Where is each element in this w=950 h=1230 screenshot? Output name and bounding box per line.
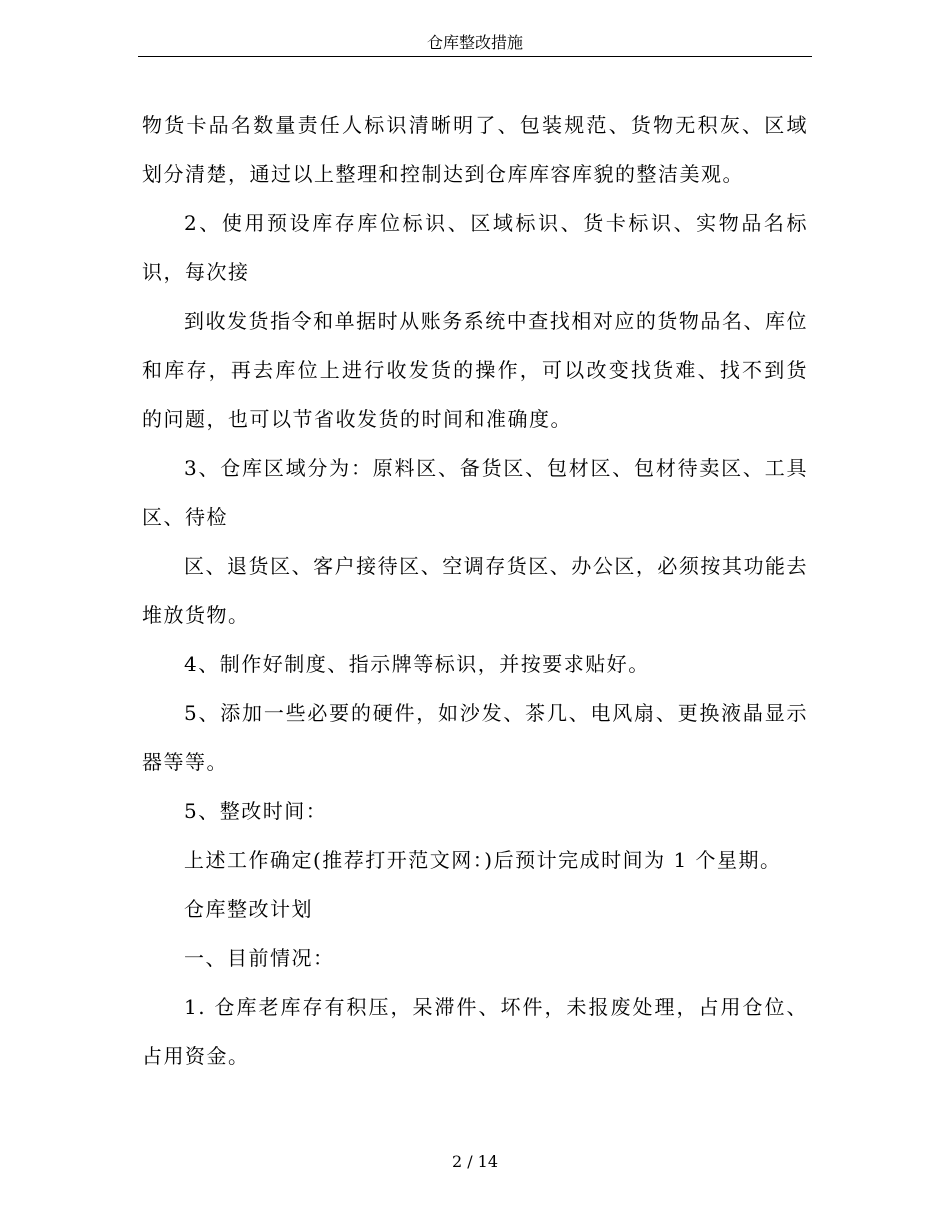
paragraph-1: 物货卡品名数量责任人标识清晰明了、包装规范、货物无积灰、区域划分清楚，通过以上整理和控制达到仓库库容库貌的整洁美观。 (142, 113, 808, 186)
paragraph-7: 5、添加一些必要的硬件，如沙发、茶几、电风扇、更换液晶显示器等等。 (142, 701, 808, 774)
page-footer (0, 1152, 950, 1172)
paragraph-2: 2、使用预设库存库位标识、区域标识、货卡标识、实物品名标识，每次接 (142, 211, 808, 284)
paragraph-4: 3、仓库区域分为：原料区、备货区、包材区、包材待卖区、工具区、待检 (142, 456, 808, 529)
paragraph-12: 1. 仓库老库存有积压，呆滞件、坏件，未报废处理，占用仓位、占用资金。 (142, 995, 808, 1068)
paragraph-9: 上述工作确定(推荐打开范文网：)后预计完成时间为 1 个星期。 (184, 848, 782, 872)
paragraph-8: 5、整改时间： (184, 799, 328, 823)
section-title: 仓库整改计划 (184, 897, 313, 921)
header-title: 仓库整改措施 (426, 33, 523, 52)
paragraph-3: 到收发货指令和单据时从账务系统中查找相对应的货物品名、库位和库存，再去库位上进行收发货的操作，可以改变找货难、找不到货的问题，也可以节省收发货的时间和准确度。 (142, 309, 808, 431)
page-number: 2 / 14 (451, 1152, 499, 1171)
subsection-heading: 一、目前情况： (184, 946, 335, 970)
paragraph-6: 4、制作好制度、指示牌等标识，并按要求贴好。 (184, 652, 650, 676)
page-header (138, 30, 812, 57)
paragraph-5: 区、退货区、客户接待区、空调存货区、办公区，必须按其功能去堆放货物。 (142, 554, 808, 627)
document-body (142, 101, 808, 1081)
